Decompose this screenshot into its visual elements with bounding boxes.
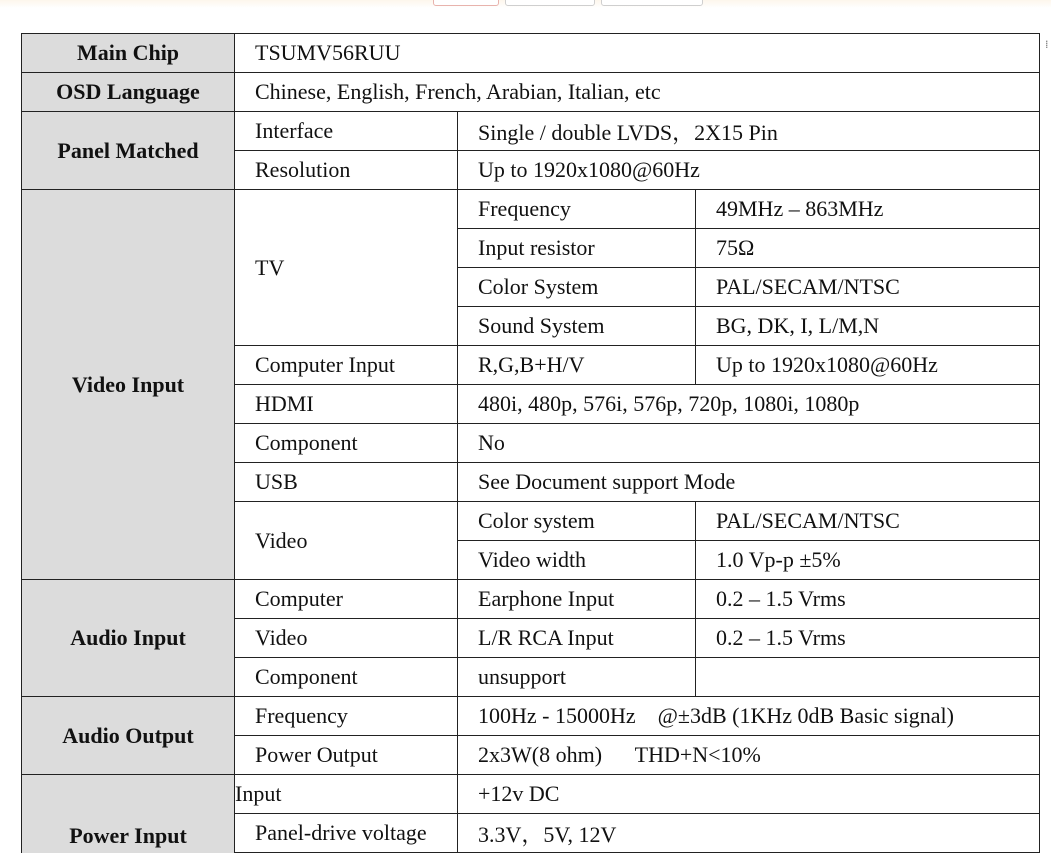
audio-computer-type: Earphone Input — [458, 580, 696, 619]
tv-sound-system-value: BG, DK, I, L/M,N — [696, 307, 1040, 346]
power-input-header: Power Input — [22, 775, 235, 853]
video-label: Video — [235, 502, 458, 580]
hdmi-value: 480i, 480p, 576i, 576p, 720p, 1080i, 1080p — [458, 385, 1040, 424]
audio-computer-label: Computer — [235, 580, 458, 619]
video-width-label: Video width — [458, 541, 696, 580]
interface-label: Interface — [235, 112, 458, 151]
component-label: Component — [235, 424, 458, 463]
table-row — [22, 112, 1040, 151]
tv-color-system-value: PAL/SECAM/NTSC — [696, 268, 1040, 307]
computer-input-label: Computer Input — [235, 346, 458, 385]
usb-label: USB — [235, 463, 458, 502]
audio-component-value — [696, 658, 1040, 697]
power-input-label: Input — [235, 775, 458, 814]
computer-input-value: Up to 1920x1080@60Hz — [696, 346, 1040, 385]
video-width-value: 1.0 Vp-p ±5% — [696, 541, 1040, 580]
hdmi-label: HDMI — [235, 385, 458, 424]
tv-frequency-label: Frequency — [458, 190, 696, 229]
table-row — [22, 775, 1040, 814]
panel-drive-label: Panel-drive voltage — [235, 814, 458, 853]
audio-component-type: unsupport — [458, 658, 696, 697]
toolbar-tab-2[interactable] — [505, 0, 595, 6]
computer-input-type: R,G,B+H/V — [458, 346, 696, 385]
tv-color-system-label: Color System — [458, 268, 696, 307]
audio-video-type: L/R RCA Input — [458, 619, 696, 658]
video-input-header: Video Input — [22, 190, 235, 580]
main-chip-value: TSUMV56RUU — [235, 34, 1040, 73]
tv-label: TV — [235, 190, 458, 346]
table-row — [22, 190, 1040, 229]
table-row — [22, 73, 1040, 112]
toolbar-tab-1[interactable] — [433, 0, 499, 6]
audio-frequency-value: 100Hz - 15000Hz @±3dB (1KHz 0dB Basic signal) — [458, 697, 1040, 736]
power-input-value: +12v DC — [458, 775, 1040, 814]
audio-component-label: Component — [235, 658, 458, 697]
osd-language-header: OSD Language — [22, 73, 235, 112]
table-row — [22, 34, 1040, 73]
audio-video-value: 0.2 – 1.5 Vrms — [696, 619, 1040, 658]
audio-computer-value: 0.2 – 1.5 Vrms — [696, 580, 1040, 619]
main-chip-header: Main Chip — [22, 34, 235, 73]
toolbar-tab-3[interactable] — [601, 0, 703, 6]
tv-input-resistor-label: Input resistor — [458, 229, 696, 268]
video-color-system-value: PAL/SECAM/NTSC — [696, 502, 1040, 541]
audio-video-label: Video — [235, 619, 458, 658]
panel-matched-header: Panel Matched — [22, 112, 235, 190]
audio-input-header: Audio Input — [22, 580, 235, 697]
top-toolbar-strip — [0, 0, 1051, 8]
tv-input-resistor-value: 75Ω — [696, 229, 1040, 268]
audio-output-header: Audio Output — [22, 697, 235, 775]
usb-value: See Document support Mode — [458, 463, 1040, 502]
panel-drive-value: 3.3V，5V, 12V — [458, 814, 1040, 853]
power-output-value: 2x3W(8 ohm) THD+N<10% — [458, 736, 1040, 775]
table-row — [22, 580, 1040, 619]
osd-language-value: Chinese, English, French, Arabian, Italian, etc — [235, 73, 1040, 112]
video-color-system-label: Color system — [458, 502, 696, 541]
resolution-value: Up to 1920x1080@60Hz — [458, 151, 1040, 190]
component-value: No — [458, 424, 1040, 463]
audio-frequency-label: Frequency — [235, 697, 458, 736]
resolution-label: Resolution — [235, 151, 458, 190]
interface-value: Single / double LVDS，2X15 Pin — [458, 112, 1040, 151]
tv-sound-system-label: Sound System — [458, 307, 696, 346]
table-row — [22, 697, 1040, 736]
spec-table — [21, 33, 1040, 853]
side-handle-icon[interactable]: ⁞ — [1045, 38, 1049, 51]
power-output-label: Power Output — [235, 736, 458, 775]
tv-frequency-value: 49MHz – 863MHz — [696, 190, 1040, 229]
